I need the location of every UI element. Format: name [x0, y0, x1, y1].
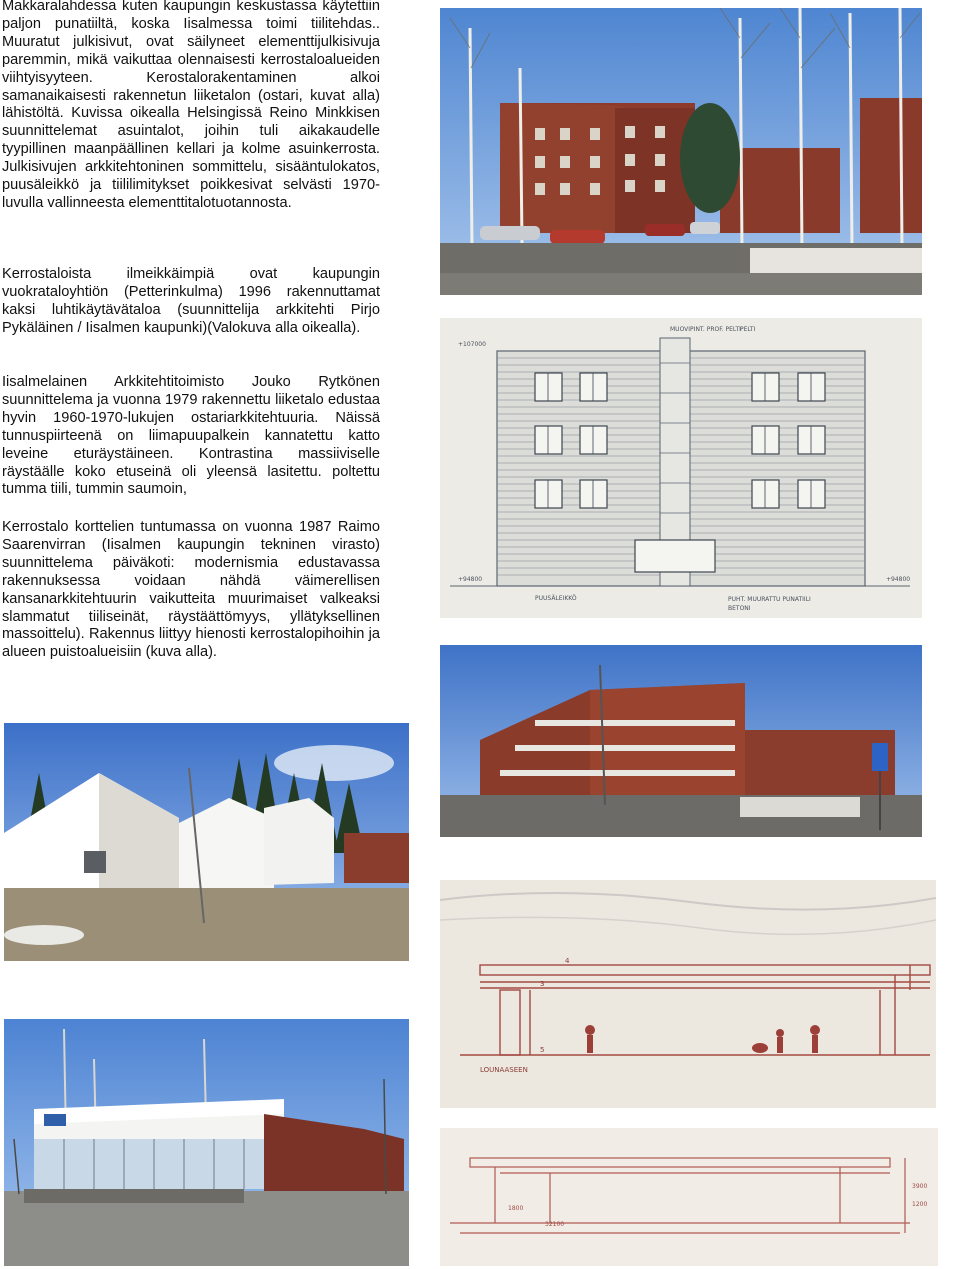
drawing-facade-elevation [440, 318, 922, 618]
paragraph-brick-facades: Makkaralahdessa kuten kaupungin keskustassa käytettiin paljon punatiiltä, koska Iisalmessa toimi tiilitehdas.. Muuratut julkisivut, ovat säilyneet elementtijulkisivuja paremmin, mikä vaikuttaa olennaisesti kerrostaloalueiden viihtyisyyteen. Kerostalorakentaminen alkoi samanaikaisesti rakennetun liiketalon (ostari, kuvat alla) lähistöltä. Kuvissa oikealla Helsingissä Reino Minkkisen suunnittelemat asuintalot, joihin tuli aikakaudelle tyypillinen maanpäällinen kellari ja kolme asuinkerrosta. Julkisivujen arkkitehtoninen sommittelu, sisääntulokatos, puusäleikkö ja tiililimitykset poikkesivat selvästi 1970-luvulla vallinneesta elementtitalotuotannosta. [2, 0, 380, 211]
drawing-section-dimensioned [440, 1128, 938, 1266]
elev-level-left: +94800 [458, 576, 483, 583]
paragraph-shopping-center: Iisalmelainen Arkkitehtitoimisto Jouko Rytkönen suunnittelema ja vuonna 1979 rakennettu liiketalo edustaa hyvin 1960-1970-lukujen ostariarkkitehtuuria. Näissä tunnuspiirteenä on liimapuupalkein kannatettu katto leveine eturäystäineen. Kontrastina massiiviselle räystäälle koko etuseinä oli yleensä lasitettu. poltettu tumma tiili, tummin saumoin, [2, 374, 380, 498]
photo-shopping-center [4, 1019, 409, 1266]
sec2-dim-3: 3900 [912, 1183, 928, 1190]
elev-label-bottom-right-2: BETONI [728, 605, 751, 612]
drawing-section-lounaaseen [440, 880, 936, 1108]
paragraph-gallery-houses: Kerrostaloista ilmeikkäimpiä ovat kaupungin vuokrataloyhtiön (Petterinkulma) 1996 rakennuttamat kaksi luhtikäytävätaloa (suunnittelija arkkitehti Pirjo Pykäläinen / Iisalmen kaupunki)(Valokuva alla oikealla). [2, 266, 380, 336]
sec1-num-low: 5 [540, 1046, 545, 1054]
paragraph-daycare: Kerrostalo korttelien tuntumassa on vuonna 1987 Raimo Saarenvirran (Iisalmen kaupungin tekninen virasto) suunnittelema päiväkoti: modernismia edustavassa rakennuksessa voidaan nähdä väimerellisen kansanarkkitehtuurin vaikutteita muurimaiset valkeaksi slammatut tiiliseinät, räystäättömyys, yllätyksellinen massoittelu). Rakennus liittyy hienosti kerrostalopihoihin ja alueen puistoalueisiin (kuva alla). [2, 519, 380, 661]
sec2-dim-4: 1200 [912, 1201, 928, 1208]
photo-gallery-access-houses [440, 645, 922, 837]
photo-brick-apartments [440, 8, 922, 295]
sec1-caption: LOUNAASEEN [480, 1066, 528, 1074]
elev-label-top-left: MUOVIPINT. PROF. PELTI [670, 326, 741, 333]
elev-level-top: +107000 [458, 341, 486, 348]
sec2-dim-1: 1800 [508, 1205, 524, 1212]
photo-white-daycare [4, 723, 409, 961]
sec1-num-top: 4 [565, 957, 570, 965]
elev-level-right: +94800 [886, 576, 911, 583]
elev-label-bottom-right-1: PUHT. MUURATTU PUNATIILI [728, 596, 811, 603]
sec2-dim-2: 32100 [545, 1221, 565, 1228]
sec1-num-mid: 3 [540, 980, 545, 988]
elev-label-bottom-left: PUUSÄLEIKKÖ [535, 595, 577, 602]
elev-label-top-right: PELTI [740, 326, 756, 333]
